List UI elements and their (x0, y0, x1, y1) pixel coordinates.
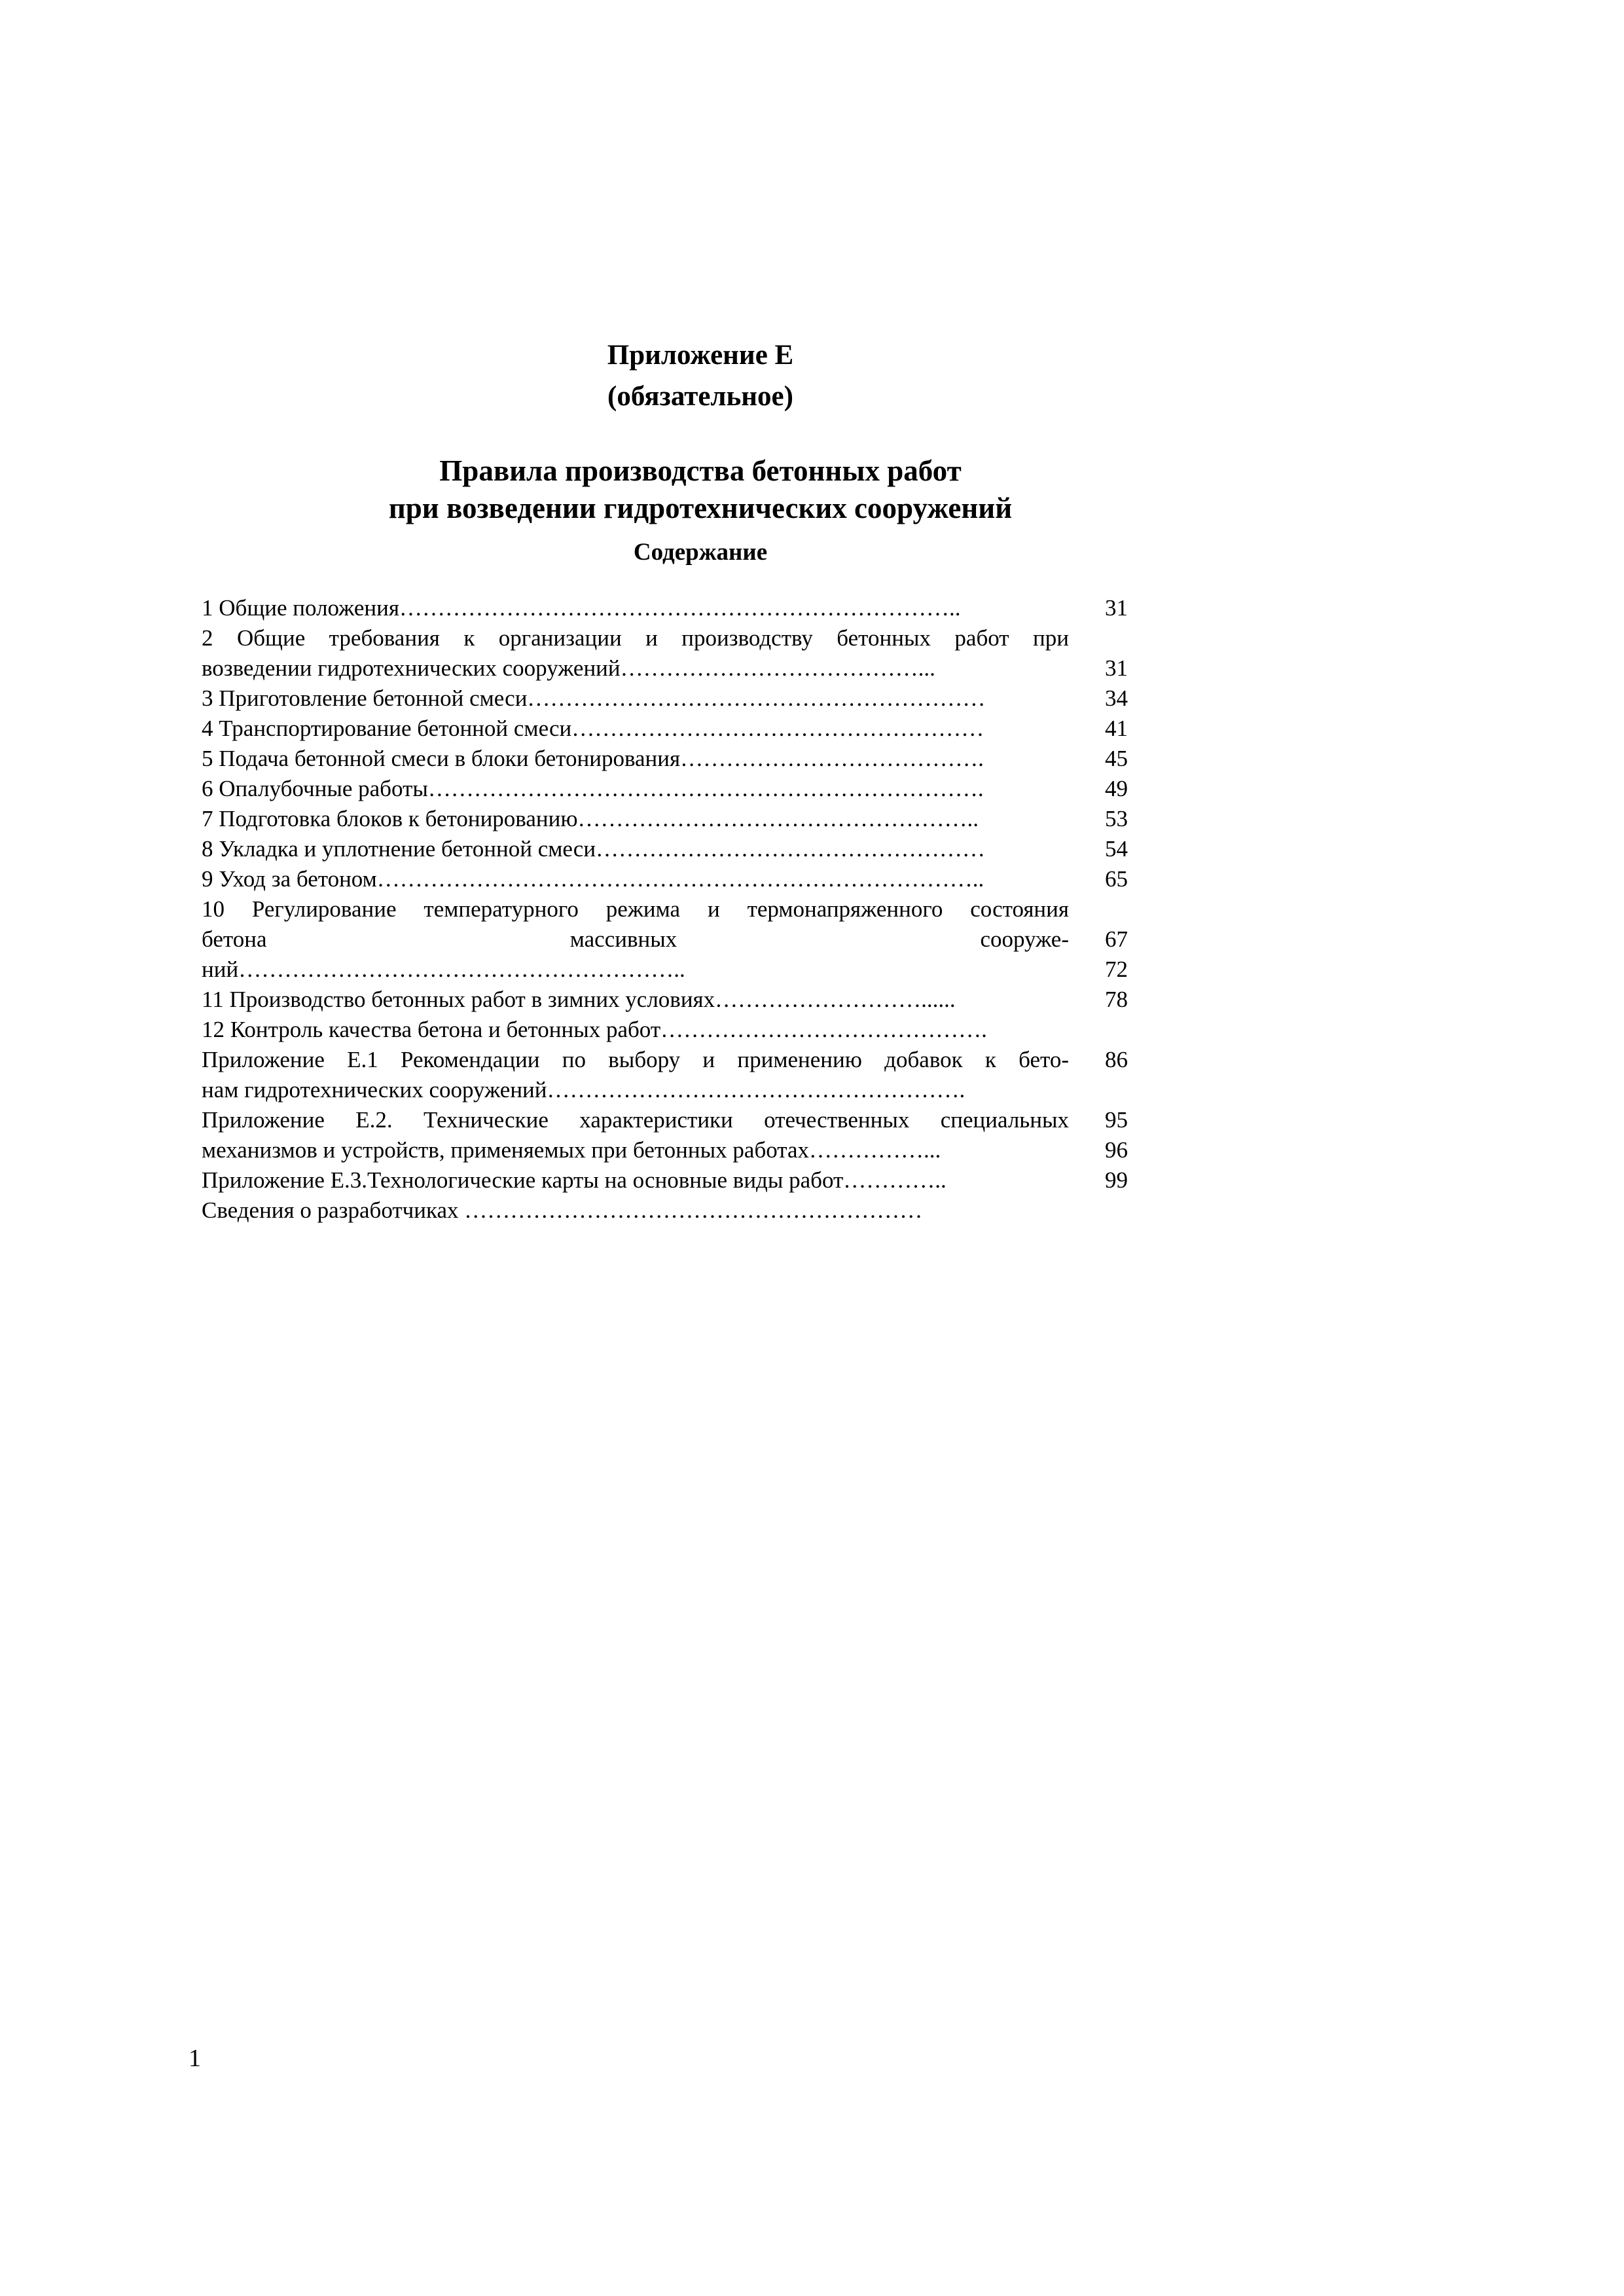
toc-page-number: 34 (1105, 685, 1128, 711)
toc-row (202, 1105, 1128, 1135)
toc-entry-text: 1 Общие положения……………………………………………………………….. (202, 595, 961, 621)
toc-row (202, 894, 1128, 924)
toc-page-number (1069, 1075, 1128, 1105)
toc-row (202, 1165, 1128, 1195)
toc-page-number (1069, 623, 1128, 653)
toc-page-number: 65 (1105, 866, 1128, 892)
document-title-line-1: Правила производства бетонных работ (439, 454, 962, 487)
toc-row (202, 834, 1128, 864)
toc-entry-text: ний………………………………………………….. (202, 957, 685, 982)
toc-page-number: 31 (1105, 595, 1128, 621)
appendix-title: Приложение Е (607, 340, 794, 371)
toc-row (202, 653, 1128, 683)
toc-entry-text: 11 Производство бетонных работ в зимних условиях………………………...... (202, 987, 956, 1012)
toc-row (202, 774, 1128, 804)
toc-row (202, 955, 1128, 985)
toc-row (202, 714, 1128, 744)
toc-row (202, 1135, 1128, 1165)
toc-row (202, 1015, 1128, 1045)
toc-entry-text: нам гидротехнических сооружений………………………………………………. (202, 1077, 965, 1102)
table-of-contents (202, 593, 1128, 1226)
toc-entry-text: Сведения о разработчиках …………………………………………………… (202, 1197, 923, 1223)
toc-row (202, 593, 1128, 623)
toc-entry-text: 5 Подача бетонной смеси в блоки бетонирования…………………………………. (202, 746, 984, 771)
toc-entry-text: 6 Опалубочные работы………………………………………………………………. (202, 776, 984, 801)
toc-page-number: 72 (1105, 957, 1128, 982)
toc-entry-text: 9 Уход за бетоном…………………………………………………………………….. (202, 866, 984, 892)
toc-row (202, 924, 1128, 955)
toc-page-number (1069, 894, 1128, 924)
contents-heading: Содержание (633, 539, 768, 566)
toc-row (202, 864, 1128, 894)
toc-page-number (1069, 1195, 1128, 1226)
toc-entry-text: 12 Контроль качества бетона и бетонных работ……………………………………. (202, 1017, 987, 1042)
toc-row (202, 1045, 1128, 1075)
page-number: 1 (189, 2045, 201, 2072)
toc-page-number: 95 (1105, 1107, 1128, 1133)
toc-page-number: 49 (1105, 776, 1128, 801)
toc-entry-text: Приложение Е.1 Рекомендации по выбору и применению добавок к бето- (202, 1047, 1069, 1072)
toc-entry-text: возведении гидротехнических сооружений…………………………………... (202, 655, 935, 681)
toc-entry-text: 7 Подготовка блоков к бетонированию…………………………………………….. (202, 806, 979, 831)
toc-entry-text: Приложение Е.3.Технологические карты на основные виды работ………….. (202, 1167, 947, 1193)
toc-page-number: 99 (1105, 1167, 1128, 1193)
toc-page-number: 86 (1105, 1047, 1128, 1072)
toc-page-number: 45 (1105, 746, 1128, 771)
toc-entry-text: 2 Общие требования к организации и производству бетонных работ при (202, 625, 1069, 651)
toc-page-number: 41 (1105, 716, 1128, 741)
toc-page-number: 67 (1105, 926, 1128, 952)
toc-entry-text: 3 Приготовление бетонной смеси…………………………………………………… (202, 685, 986, 711)
toc-entry-text: Приложение Е.2. Технические характеристики отечественных специальных (202, 1107, 1069, 1133)
toc-entry-text: 4 Транспортирование бетонной смеси……………………………………………… (202, 716, 984, 741)
toc-row (202, 985, 1128, 1015)
toc-row (202, 1075, 1128, 1105)
toc-row (202, 683, 1128, 714)
toc-page-number: 54 (1105, 836, 1128, 862)
toc-row (202, 1195, 1128, 1226)
toc-entry-text: 10 Регулирование температурного режима и термонапряженного состояния (202, 896, 1069, 922)
toc-entry-text: бетона массивных сооруже- (202, 926, 1069, 952)
toc-page-number: 31 (1105, 655, 1128, 681)
toc-entry-text: механизмов и устройств, применяемых при бетонных работах……………... (202, 1137, 941, 1163)
toc-entry-text: 8 Укладка и уплотнение бетонной смеси…………………………………………… (202, 836, 986, 862)
toc-row (202, 623, 1128, 653)
document-title-line-2: при возведении гидротехнических сооружений (388, 492, 1013, 524)
toc-page-number (1069, 1015, 1128, 1045)
toc-row (202, 804, 1128, 834)
toc-page-number: 96 (1105, 1137, 1128, 1163)
toc-page-number: 53 (1105, 806, 1128, 831)
appendix-status: (обязательное) (607, 381, 793, 412)
toc-page-number: 78 (1105, 987, 1128, 1012)
toc-row (202, 744, 1128, 774)
